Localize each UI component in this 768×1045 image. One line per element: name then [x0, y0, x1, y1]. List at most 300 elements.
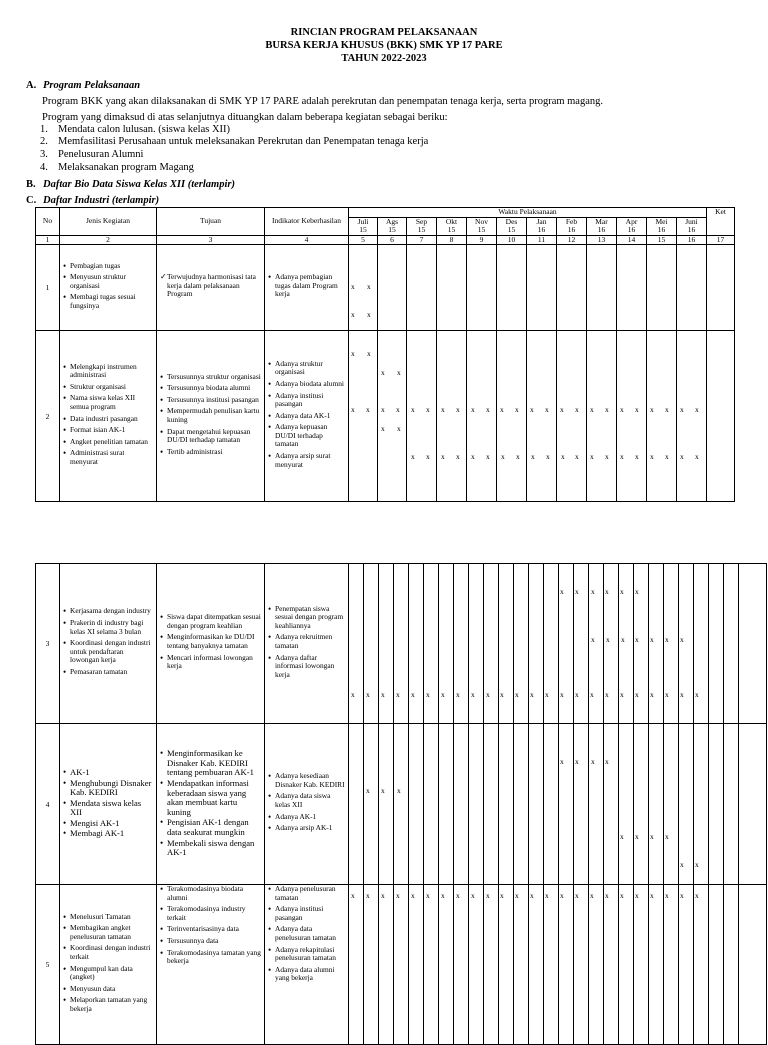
schedule-mark: x	[396, 690, 400, 699]
schedule-mark: x	[351, 405, 355, 414]
schedule-mark: x	[665, 452, 669, 461]
schedule-cell	[437, 331, 467, 502]
list-item: • Adanya institusi pasangan	[268, 392, 346, 409]
schedule-mark: x	[650, 635, 654, 644]
schedule-mark: x	[381, 424, 385, 433]
list-item: • Melengkapi instrumen administrasi	[63, 363, 154, 380]
schedule-cell	[694, 885, 709, 1045]
schedule-mark: x	[665, 405, 669, 414]
column-number: 14	[617, 235, 647, 245]
schedule-mark: x	[635, 635, 639, 644]
schedule-mark: x	[397, 424, 401, 433]
schedule-mark: x	[545, 405, 549, 414]
schedule-mark: x	[680, 891, 684, 900]
schedule-mark: x	[635, 452, 639, 461]
list-item-text: Memfasilitasi Perusahaan untuk meleksanakan Perekrutan dan Penempatan tenaga kerja	[58, 136, 429, 147]
header-no: No	[36, 208, 60, 236]
schedule-cell	[379, 724, 394, 885]
schedule-cell	[664, 885, 679, 1045]
list-item	[40, 136, 428, 147]
schedule-mark: x	[695, 452, 699, 461]
month-header	[557, 217, 587, 235]
header-tujuan: Tujuan	[157, 208, 265, 236]
list-item-number: 3.	[40, 149, 48, 160]
schedule-mark: x	[650, 452, 654, 461]
list-item-number: 4.	[40, 162, 48, 173]
list-item: • Adanya struktur organisasi	[268, 360, 346, 377]
schedule-mark: x	[486, 405, 490, 414]
month-year: 15	[359, 225, 367, 234]
indikator-cell	[265, 331, 349, 502]
schedule-cell	[424, 564, 439, 724]
schedule-cell	[677, 331, 707, 502]
schedule-cell	[649, 724, 664, 885]
schedule-mark: x	[560, 587, 564, 596]
schedule-mark: x	[695, 690, 699, 699]
schedule-mark: x	[665, 635, 669, 644]
schedule-mark: x	[620, 832, 624, 841]
row-number: 4	[36, 724, 60, 885]
schedule-cell	[709, 724, 724, 885]
schedule-mark: x	[650, 832, 654, 841]
schedule-mark: x	[515, 690, 519, 699]
table-row	[36, 331, 735, 502]
schedule-cell	[407, 331, 437, 502]
list-item: • Adanya institusi pasangan	[268, 905, 346, 922]
schedule-mark: x	[486, 452, 490, 461]
schedule-cell	[679, 885, 694, 1045]
schedule-mark: x	[515, 891, 519, 900]
schedule-mark: x	[665, 690, 669, 699]
schedule-cell	[454, 724, 469, 885]
header-waktu-pelaksanaan: Waktu Pelaksanaan	[349, 208, 707, 218]
list-item: • Membagi AK-1	[63, 829, 154, 839]
schedule-mark: x	[560, 405, 564, 414]
ket-cell	[739, 724, 767, 885]
list-item: • Format isian AK-1	[63, 426, 154, 435]
month-header	[437, 217, 467, 235]
tujuan-cell	[157, 331, 265, 502]
column-number: 6	[378, 235, 407, 245]
month-name: Mar	[595, 216, 608, 226]
column-number: 1	[36, 235, 60, 245]
schedule-cell	[529, 564, 544, 724]
row-number: 5	[36, 885, 60, 1045]
month-name: Mei	[655, 216, 668, 226]
header-indikator: Indikator Keberhasilan	[265, 208, 349, 236]
schedule-cell	[409, 564, 424, 724]
schedule-cell	[364, 885, 379, 1045]
schedule-cell	[497, 331, 527, 502]
schedule-mark: x	[635, 690, 639, 699]
schedule-mark: x	[501, 452, 505, 461]
schedule-mark: x	[695, 891, 699, 900]
list-item: • Adanya biodata alumni	[268, 380, 346, 389]
schedule-mark: x	[650, 891, 654, 900]
month-year: 15	[507, 225, 516, 234]
schedule-mark: x	[590, 405, 594, 414]
schedule-mark: x	[635, 587, 639, 596]
list-item: • Adanya data siswa kelas XII	[268, 792, 346, 809]
list-item: • AK-1	[63, 768, 154, 778]
schedule-mark: x	[575, 757, 579, 766]
schedule-cell	[439, 885, 454, 1045]
schedule-cell	[529, 885, 544, 1045]
schedule-cell	[574, 724, 589, 885]
indikator-cell	[265, 885, 349, 1045]
section-c-title: Daftar Industri (terlampir)	[43, 195, 160, 206]
column-number: 8	[437, 235, 467, 245]
list-item: • Membekali siswa dengan AK-1	[160, 839, 262, 858]
schedule-mark: x	[366, 690, 370, 699]
schedule-cell	[349, 885, 364, 1045]
column-number: 11	[527, 235, 557, 245]
list-item: • Adanya arsip AK-1	[268, 824, 346, 833]
list-item: • Adanya data penelusuran tamatan	[268, 925, 346, 942]
schedule-mark: x	[695, 860, 699, 869]
schedule-mark: x	[471, 690, 475, 699]
schedule-cell	[527, 331, 557, 502]
month-year: 16	[537, 225, 546, 234]
list-item: • Terinventarisasinya data	[160, 925, 262, 934]
month-header	[378, 217, 407, 235]
schedule-mark: x	[441, 405, 445, 414]
schedule-cell	[378, 245, 407, 331]
column-number: 16	[677, 235, 707, 245]
schedule-mark: x	[575, 587, 579, 596]
section-b-letter: B.	[26, 179, 36, 190]
list-item: • Angket penelitian tamatan	[63, 438, 154, 447]
schedule-cell	[724, 885, 739, 1045]
schedule-mark: x	[590, 891, 594, 900]
schedule-mark: x	[411, 891, 415, 900]
month-header	[527, 217, 557, 235]
schedule-mark: x	[545, 891, 549, 900]
schedule-mark: x	[367, 282, 371, 291]
schedule-mark: x	[456, 891, 460, 900]
month-year: 15	[447, 225, 456, 234]
schedule-mark: x	[606, 635, 610, 644]
ket-cell	[707, 331, 735, 502]
column-number: 12	[557, 235, 587, 245]
schedule-mark: x	[621, 635, 625, 644]
schedule-cell	[709, 885, 724, 1045]
column-number: 9	[467, 235, 497, 245]
schedule-cell	[634, 885, 649, 1045]
column-number: 7	[407, 235, 437, 245]
schedule-mark: x	[411, 452, 415, 461]
schedule-mark: x	[397, 368, 401, 377]
list-item	[40, 124, 230, 135]
schedule-cell	[559, 885, 574, 1045]
jenis-kegiatan-cell	[60, 885, 157, 1045]
schedule-mark: x	[665, 891, 669, 900]
schedule-cell	[379, 885, 394, 1045]
schedule-mark: x	[575, 405, 579, 414]
schedule-mark: x	[351, 349, 355, 358]
schedule-cell	[619, 885, 634, 1045]
list-item: • Menghubungi Disnaker Kab. KEDIRI	[63, 779, 154, 798]
schedule-mark: x	[575, 690, 579, 699]
schedule-mark: x	[411, 405, 415, 414]
list-item: ✓ Terwujudnya harmonisasi tata kerja dalam pelaksanaan Program	[160, 273, 262, 299]
list-item: • Adanya data AK-1	[268, 412, 346, 421]
schedule-cell	[364, 724, 379, 885]
doc-title-line3: TAHUN 2022-2023	[341, 53, 427, 64]
schedule-cell	[544, 885, 559, 1045]
schedule-mark: x	[605, 452, 609, 461]
schedule-cell	[589, 724, 604, 885]
schedule-cell	[378, 331, 407, 502]
schedule-mark: x	[426, 891, 430, 900]
column-number: 10	[497, 235, 527, 245]
list-item-text: Melaksanakan program Magang	[58, 162, 194, 173]
schedule-mark: x	[680, 690, 684, 699]
schedule-mark: x	[426, 405, 430, 414]
schedule-cell	[394, 564, 409, 724]
schedule-mark: x	[367, 310, 371, 319]
schedule-cell	[379, 564, 394, 724]
schedule-mark: x	[530, 891, 534, 900]
schedule-cell	[617, 331, 647, 502]
month-name: Okt	[445, 216, 458, 226]
jenis-kegiatan-cell	[60, 331, 157, 502]
column-number: 13	[587, 235, 617, 245]
list-item: • Siswa dapat ditempatkan sesuai dengan program keahlian	[160, 613, 262, 630]
list-item: • Mencari informasi lowongan kerja	[160, 654, 262, 671]
schedule-mark: x	[635, 832, 639, 841]
list-item: • Data industri pasangan	[63, 415, 154, 424]
list-item: • Adanya arsip surat menyurat	[268, 452, 346, 469]
schedule-cell	[634, 724, 649, 885]
indikator-cell	[265, 724, 349, 885]
section-a-title: Program Pelaksanaan	[43, 80, 141, 91]
schedule-mark: x	[471, 891, 475, 900]
list-item: • Mempermudah penulisan kartu kuning	[160, 407, 262, 424]
list-item: • Menyusun struktur organisasi	[63, 273, 154, 290]
indikator-cell	[265, 245, 349, 331]
schedule-mark: x	[397, 786, 401, 795]
schedule-mark: x	[456, 405, 460, 414]
schedule-cell	[409, 724, 424, 885]
schedule-mark: x	[561, 452, 565, 461]
section-a-paragraph-2: Program yang dimaksud di atas selanjutnya dituangkan dalam beberapa kegiatan sebagai beriku:	[42, 112, 448, 123]
section-a-letter: A.	[26, 80, 37, 91]
schedule-cell	[587, 331, 617, 502]
list-item: • Administrasi surat menyurat	[63, 449, 154, 466]
list-item: • Tersusunnya struktur organisasi	[160, 373, 262, 382]
list-item: • Adanya pembagian tugas dalam Program kerja	[268, 273, 346, 299]
schedule-mark: x	[381, 368, 385, 377]
schedule-cell	[559, 724, 574, 885]
schedule-cell	[647, 245, 677, 331]
list-item: • Tersusunnya institusi pasangan	[160, 396, 262, 405]
month-header	[349, 217, 378, 235]
schedule-cell	[424, 724, 439, 885]
schedule-cell	[604, 885, 619, 1045]
schedule-cell	[709, 564, 724, 724]
tujuan-cell	[157, 564, 265, 724]
list-item: • Prakerin di industry bagi kelas XI selama 3 bulan	[63, 619, 154, 636]
list-item: • Dapat mengetahui kepuasan DU/DI terhadap tamatan	[160, 428, 262, 445]
schedule-mark: x	[486, 690, 490, 699]
header-jenis-kegiatan: Jenis Kegiatan	[60, 208, 157, 236]
list-item: • Tersusunnya data	[160, 937, 262, 946]
schedule-mark: x	[366, 405, 370, 414]
schedule-mark: x	[575, 452, 579, 461]
list-item: • Mendata siswa kelas XII	[63, 799, 154, 818]
tujuan-cell	[157, 885, 265, 1045]
month-year: 16	[597, 225, 606, 234]
schedule-cell	[349, 564, 364, 724]
schedule-cell	[574, 885, 589, 1045]
list-item: • Membagikan angket penelusuran tamatan	[63, 924, 154, 941]
schedule-cell	[724, 724, 739, 885]
schedule-mark: x	[530, 405, 534, 414]
list-item-number: 2.	[40, 136, 48, 147]
month-name: Sep	[415, 216, 428, 226]
header-ket: Ket	[707, 208, 735, 236]
list-item: • Membagi tugas sesuai fungsinya	[63, 293, 154, 310]
schedule-cell	[349, 724, 364, 885]
schedule-mark: x	[351, 310, 355, 319]
schedule-cell	[694, 564, 709, 724]
month-year: 16	[657, 225, 666, 234]
schedule-mark: x	[351, 282, 355, 291]
schedule-mark: x	[680, 405, 684, 414]
list-item: • Menginformasikan ke Disnaker Kab. KEDIRI tentang pembuaran AK-1	[160, 749, 262, 778]
schedule-cell	[499, 564, 514, 724]
schedule-cell	[589, 885, 604, 1045]
schedule-mark: x	[665, 832, 669, 841]
month-header	[617, 217, 647, 235]
schedule-mark: x	[620, 405, 624, 414]
schedule-mark: x	[590, 690, 594, 699]
schedule-mark: x	[426, 452, 430, 461]
month-header	[467, 217, 497, 235]
table-row	[36, 885, 767, 1045]
schedule-mark: x	[500, 690, 504, 699]
schedule-cell	[529, 724, 544, 885]
schedule-cell	[514, 564, 529, 724]
schedule-mark: x	[575, 891, 579, 900]
schedule-cell	[497, 245, 527, 331]
list-item: • Tertib administrasi	[160, 448, 262, 457]
row-number: 3	[36, 564, 60, 724]
schedule-cell	[499, 885, 514, 1045]
schedule-cell	[544, 564, 559, 724]
list-item: • Adanya data alumni yang bekerja	[268, 966, 346, 983]
column-number: 15	[647, 235, 677, 245]
schedule-mark: x	[560, 690, 564, 699]
schedule-mark: x	[516, 452, 520, 461]
column-number: 17	[707, 235, 735, 245]
schedule-cell	[724, 564, 739, 724]
month-name: Feb	[565, 216, 578, 226]
list-item: • Nama siswa kelas XII semua program	[63, 394, 154, 411]
list-item: • Adanya kesediaan Disnaker Kab. KEDIRI	[268, 772, 346, 789]
schedule-mark: x	[367, 349, 371, 358]
schedule-mark: x	[486, 891, 490, 900]
schedule-cell	[619, 724, 634, 885]
schedule-mark: x	[605, 690, 609, 699]
list-item-text: Penelusuran Alumni	[58, 149, 144, 160]
schedule-cell	[484, 885, 499, 1045]
schedule-cell	[364, 564, 379, 724]
schedule-cell	[437, 245, 467, 331]
schedule-mark: x	[351, 891, 355, 900]
month-year: 15	[417, 225, 426, 234]
schedule-mark: x	[500, 891, 504, 900]
month-header	[587, 217, 617, 235]
schedule-mark: x	[591, 587, 595, 596]
list-item: • Terakomodasinya biodata alumni	[160, 885, 262, 902]
schedule-mark: x	[680, 452, 684, 461]
list-item: • Menyusun data	[63, 985, 154, 994]
schedule-mark: x	[441, 891, 445, 900]
month-year: 15	[477, 225, 486, 234]
schedule-mark: x	[605, 891, 609, 900]
jenis-kegiatan-cell	[60, 724, 157, 885]
schedule-mark: x	[441, 690, 445, 699]
jenis-kegiatan-cell	[60, 245, 157, 331]
schedule-cell	[407, 245, 437, 331]
month-header	[407, 217, 437, 235]
month-name: Des	[505, 216, 518, 226]
schedule-mark: x	[426, 690, 430, 699]
schedule-mark: x	[471, 452, 475, 461]
ket-cell	[707, 245, 735, 331]
schedule-cell	[664, 724, 679, 885]
schedule-mark: x	[560, 757, 564, 766]
list-item: • Struktur organisasi	[63, 383, 154, 392]
schedule-mark: x	[530, 690, 534, 699]
schedule-mark: x	[545, 690, 549, 699]
schedule-cell	[424, 885, 439, 1045]
schedule-cell	[394, 885, 409, 1045]
schedule-cell	[467, 331, 497, 502]
schedule-cell	[467, 245, 497, 331]
schedule-mark: x	[396, 891, 400, 900]
month-year: 16	[627, 225, 636, 234]
list-item: • Mengisi AK-1	[63, 819, 154, 829]
doc-title-line1: RINCIAN PROGRAM PELAKSANAAN	[290, 27, 478, 38]
list-item: • Adanya kepuasan DU/DI terhadap tamatan	[268, 423, 346, 449]
schedule-mark: x	[591, 757, 595, 766]
table-row	[36, 564, 767, 724]
list-item	[40, 162, 194, 173]
schedule-mark: x	[635, 405, 639, 414]
schedule-mark: x	[381, 786, 385, 795]
section-b-heading	[26, 179, 235, 190]
list-item: • Pemasaran tamatan	[63, 668, 154, 677]
schedule-cell	[617, 245, 647, 331]
list-item: • Pembagian tugas	[63, 262, 154, 271]
indikator-cell	[265, 564, 349, 724]
schedule-mark: x	[471, 405, 475, 414]
month-header	[497, 217, 527, 235]
schedule-mark: x	[635, 891, 639, 900]
list-item: • Koordinasi dengan industri untuk pendaftaran lowongan kerja	[63, 639, 154, 665]
month-name: Ags	[385, 216, 399, 226]
list-item: • Adanya rekapitulasi penelusuran tamatan	[268, 946, 346, 963]
schedule-cell	[469, 885, 484, 1045]
schedule-mark: x	[590, 452, 594, 461]
schedule-mark: x	[650, 405, 654, 414]
schedule-mark: x	[531, 452, 535, 461]
month-year: 16	[567, 225, 576, 234]
row-number: 2	[36, 331, 60, 502]
